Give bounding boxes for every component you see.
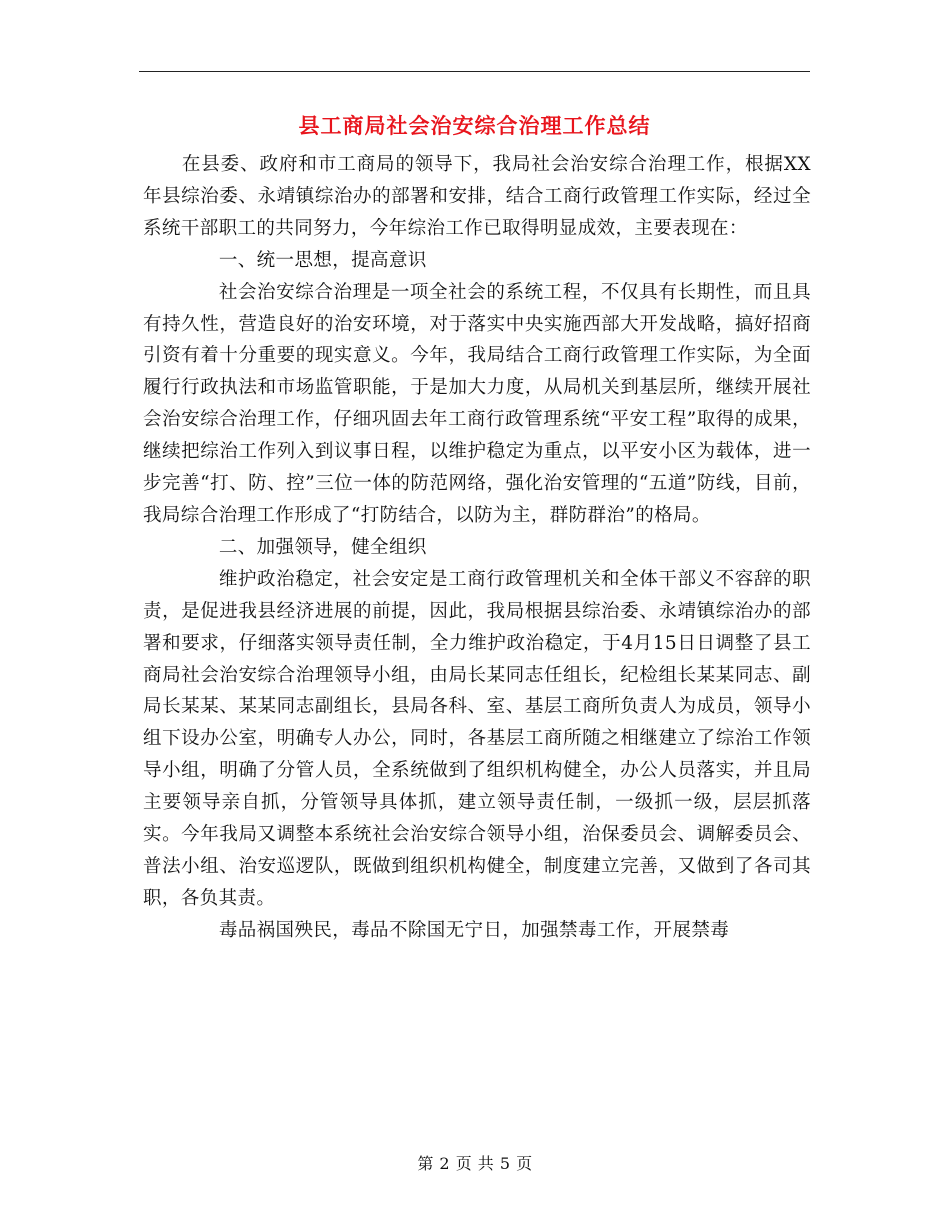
header-rule [139,71,810,72]
document-title: 县工商局社会治安综合治理工作总结 [298,114,651,138]
page-number: 第 2 页 共 5 页 [417,1154,533,1173]
document-body [143,149,811,947]
section-1-paragraph: 社会治安综合治理是一项全社会的系统工程，不仅具有长期性，而且具有持久性，营造良好的治安环境，对于落实中央实施西部大开发战略，搞好招商引资有着十分重要的现实意义。今年，我局结合工商行政管理工作实际，为全面履行行政执法和市场监管职能，于是加大力度，从局机关到基层所，继续开展社会治安综合治理工作，仔细巩固去年工商行政管理系统“平安工程”取得的成果，继续把综治工作列入到议事日程，以维护稳定为重点，以平安小区为载体，进一步完善“打、防、控”三位一体的防范网络，强化治安管理的“五道”防线，目前，我局综合治理工作形成了“打防结合，以防为主，群防群治”的格局。 [143,281,811,526]
section-2-paragraph-continued: 毒品祸国殃民，毒品不除国无宁日，加强禁毒工作，开展禁毒 [218,919,730,941]
section-heading-2: 二、加强领导，健全组织 [218,536,427,558]
section-heading-1: 一、统一思想，提高意识 [218,249,427,271]
intro-paragraph: 在县委、政府和市工商局的领导下，我局社会治安综合治理工作，根据XX年县综治委、永靖镇综治办的部署和安排，结合工商行政管理工作实际，经过全系统干部职工的共同努力，今年综治工作已取得明显成效，主要表现在： [143,154,811,239]
section-2-paragraph: 维护政治稳定，社会安定是工商行政管理机关和全体干部义不容辞的职责，是促进我县经济进展的前提，因此，我局根据县综治委、永靖镇综治办的部署和要求，仔细落实领导责任制，全力维护政治稳定，于4月15日日调整了县工商局社会治安综合治理领导小组，由局长某同志任组长，纪检组长某某同志、副局长某某、某某同志副组长，县局各科、室、基层工商所负责人为成员，领导小组下设办公室，明确专人办公，同时，各基层工商所随之相继建立了综治工作领导小组，明确了分管人员，全系统做到了组织机构健全，办公人员落实，并且局主要领导亲自抓，分管领导具体抓，建立领导责任制，一级抓一级，层层抓落实。今年我局又调整本系统社会治安综合领导小组，治保委员会、调解委员会、普法小组、治安巡逻队，既做到组织机构健全，制度建立完善，又做到了各司其职，各负其责。 [143,568,811,909]
